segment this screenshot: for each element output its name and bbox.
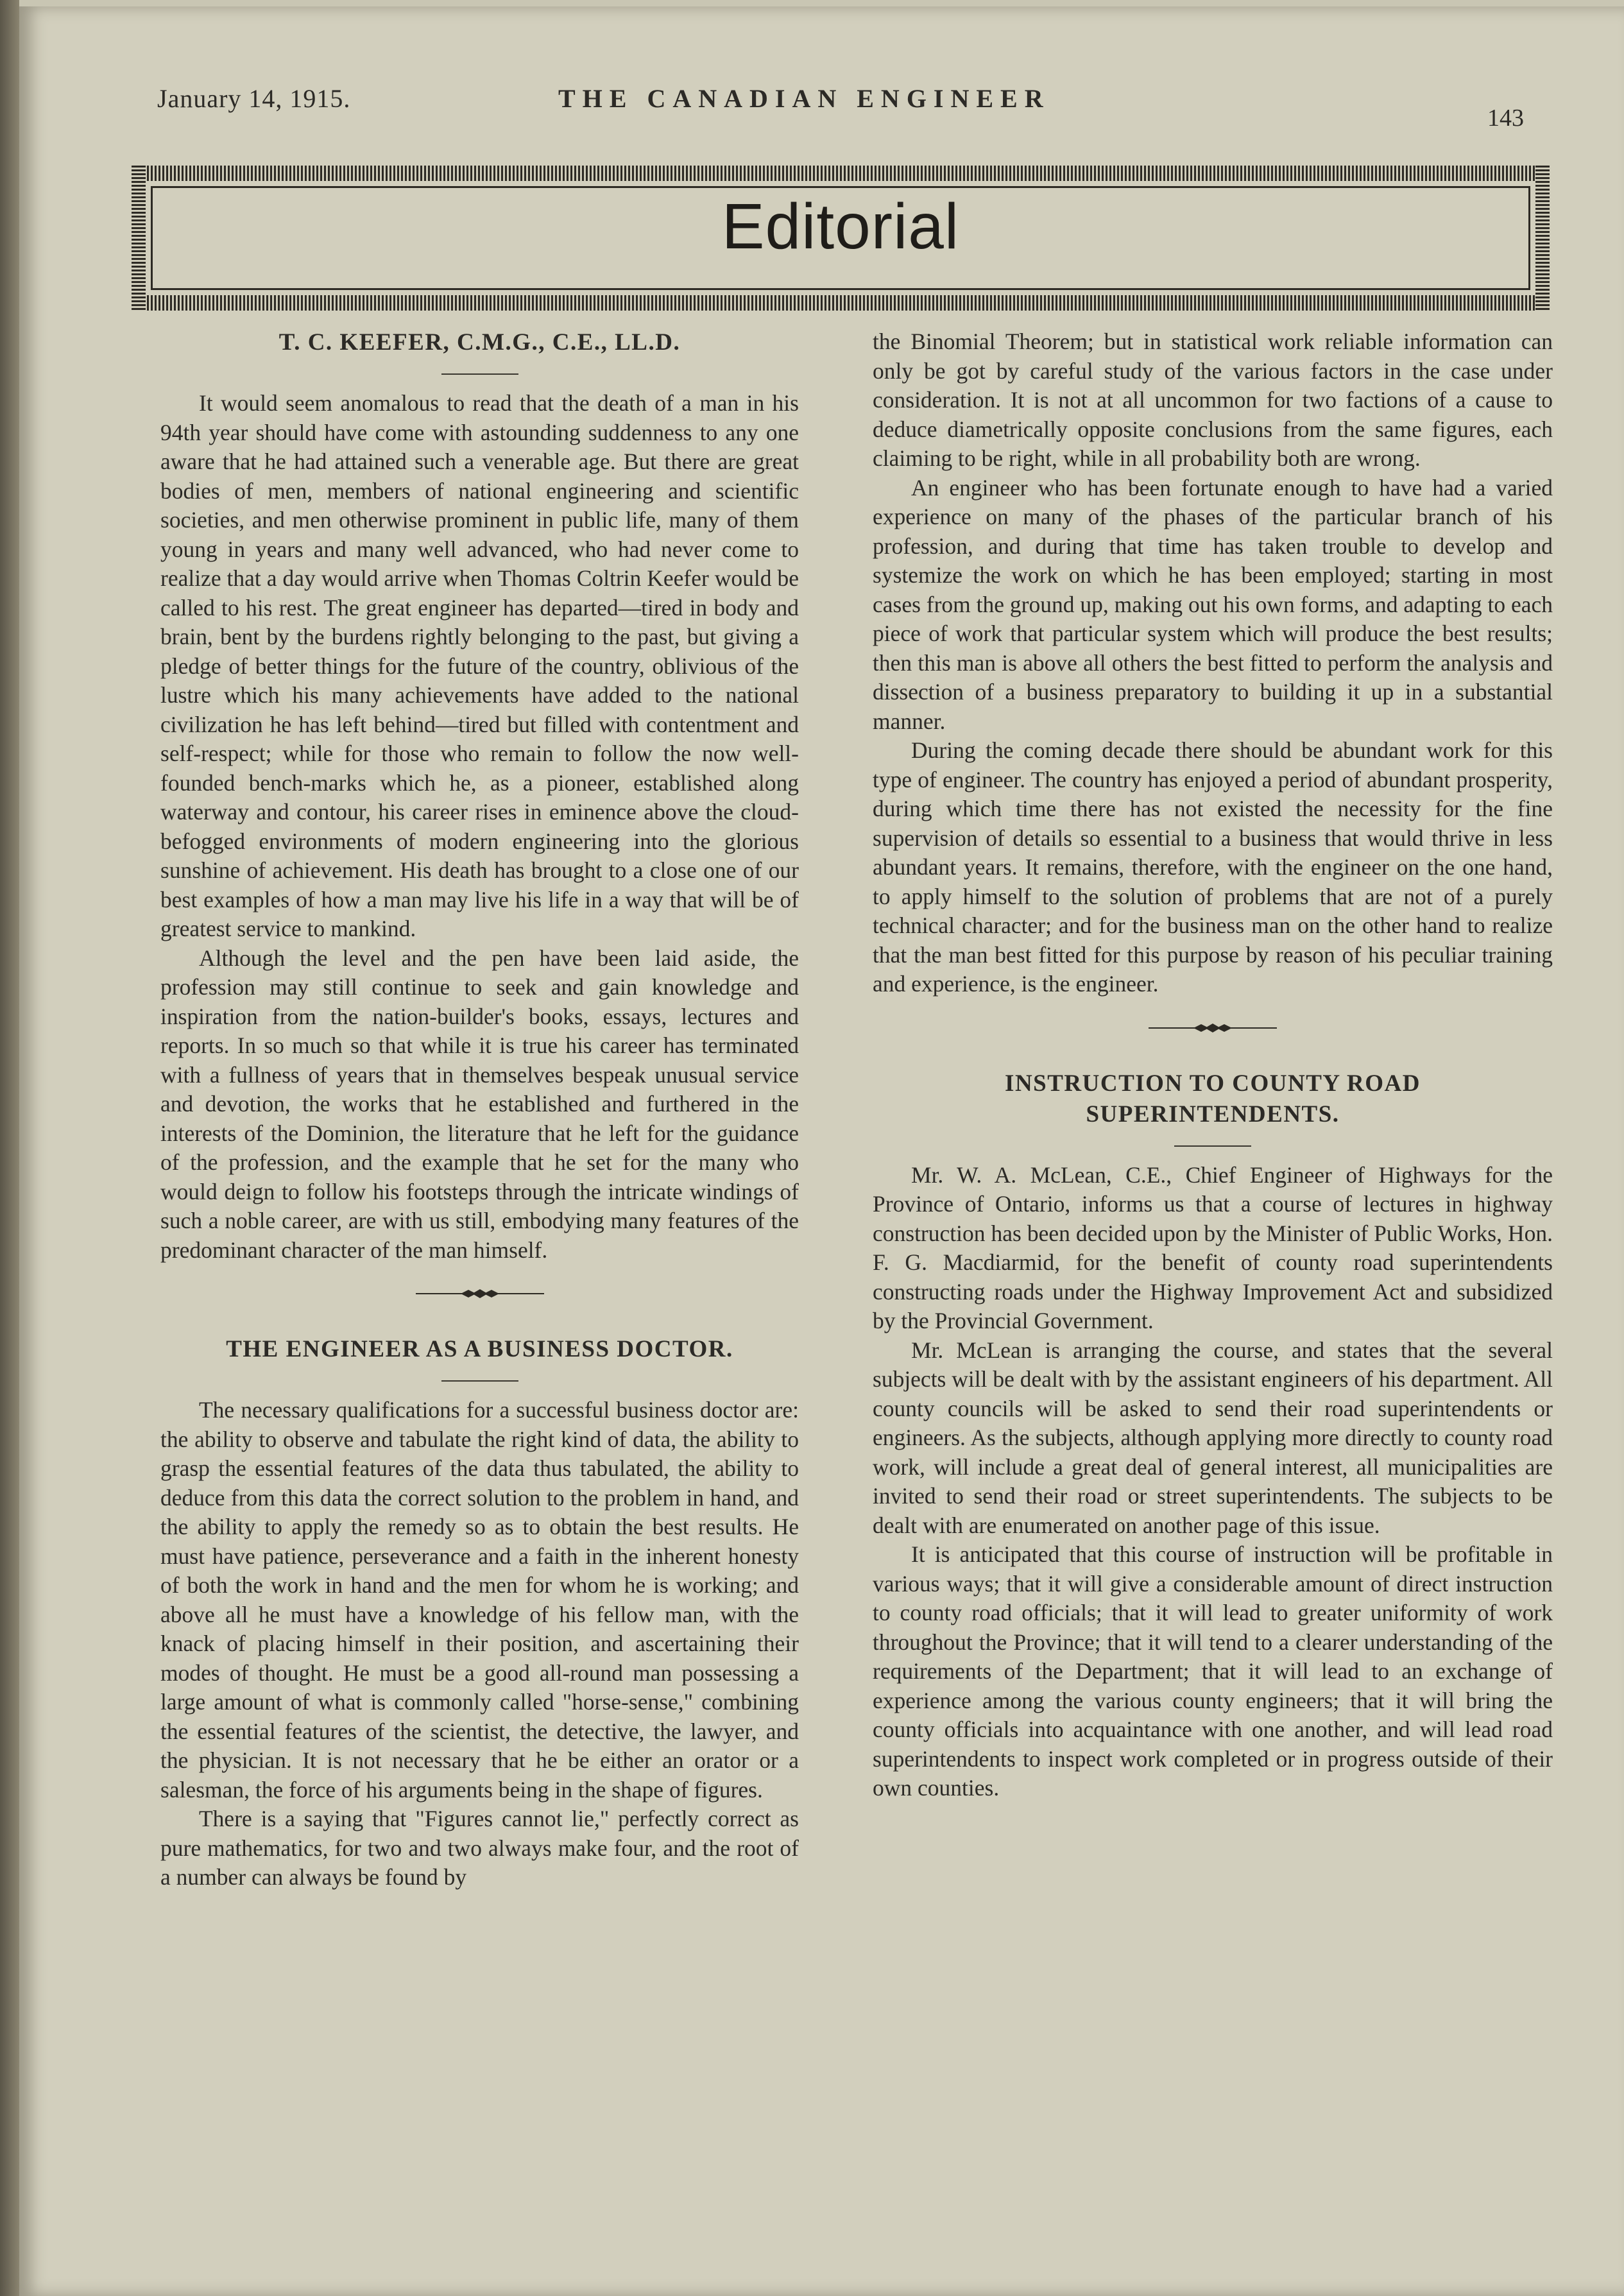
article-paragraph: There is a saying that "Figures cannot lie," perfectly correct as pure mathematics, for two and two always make four, and the root of a number can always be found by bbox=[160, 1806, 799, 1890]
article-paragraph: Although the level and the pen have been laid aside, the profession may still continue to seek and gain knowledge and inspiration from the nation-builder's books, essays, lectures and reports. In so much so that while it is true his career has terminated with a fullness of years that in themselves bespeak unusual service and devotion, the works that he established and furthered in the interests of the Dominion, the literature that he left for the guidance of the profession, and the example that he set for the many who would deign to follow his footsteps through the intricate windings of such a noble career, are with us still, embodying many features of the predominant character of the man himself. bbox=[160, 945, 799, 1263]
heading-rule bbox=[441, 1380, 518, 1382]
section-title: Editorial bbox=[721, 191, 960, 262]
article-heading: INSTRUCTION TO COUNTY ROAD SUPERINTENDENTS. bbox=[1005, 1070, 1421, 1127]
issue-date: January 14, 1915. bbox=[157, 84, 351, 113]
article-paragraph: During the coming decade there should be abundant work for this type of engineer. The country has enjoyed a period of abundant prosperity, during which time there has not existed the necessity for the fine supervision of details so essential to a business that would thrive in less abundant years. It remains, therefore, with the engineer on the one hand, to apply himself to the solution of problems that are not of a purely technical character; and for the business man on the other hand to realize that the man best fitted for this purpose by reason of his peculiar training and experience, is the engineer. bbox=[873, 737, 1553, 997]
banner-border-bottom bbox=[132, 295, 1550, 311]
page-number: 143 bbox=[1487, 105, 1524, 132]
article-paragraph: Mr. McLean is arranging the course, and states that the several subjects will be dealt with by the assistant engineers of his department. All county councils will be asked to send their road superintendents or engineers. As the subjects, although applying more directly to county road work, will include a great deal of general interest, all municipalities are invited to send their road or street superintendents. The subjects to be dealt with are enumerated on another page of this issue. bbox=[873, 1337, 1553, 1538]
article-paragraph: It is anticipated that this course of instruction will be profitable in various ways; that it will give a considerable amount of direct instruction to county road officials; that it will lead to greater uniformity of work throughout the Province; that it will tend to a clearer understanding of the requirements of the Department; that it will lead to an exchange of experience among the various county engineers; that it will bring the county officials into acquaintance with one another, and will lead road superintendents to inspect work completed or in progress outside of their own counties. bbox=[873, 1541, 1553, 1801]
section-divider-ornament bbox=[873, 1018, 1553, 1048]
article-paragraph: The necessary qualifications for a successful business doctor are: the ability to observe and tabulate the right kind of data, the ability to grasp the essential features of the data thus tabulated, the ability to deduce from this data the correct solution to the problem in hand, and the ability to apply the remedy so as to obtain the best results. He must have patience, perseverance and a faith in the inherent honesty of both the work in hand and the men for whom he is working; and above all he must have a knowledge of his fellow man, with the knack of placing himself in their position, and ascertaining their modes of thought. He must be a good all-round man possessing a large amount of what is commonly called "horse-sense," combining the essential features of the scientist, the detective, the lawyer, and the physician. It is not necessary that he be either an orator or a salesman, the force of his arguments being in the shape of figures. bbox=[160, 1397, 799, 1803]
editorial-banner bbox=[132, 166, 1550, 311]
heading-rule bbox=[441, 373, 518, 375]
article-heading: T. C. KEEFER, C.M.G., C.E., LL.D. bbox=[278, 329, 681, 356]
left-column bbox=[160, 327, 799, 1892]
article-heading: THE ENGINEER AS A BUSINESS DOCTOR. bbox=[226, 1336, 733, 1362]
section-divider-ornament bbox=[160, 1284, 799, 1314]
binding-edge bbox=[0, 0, 19, 2296]
article-paragraph: An engineer who has been fortunate enough to have had a varied experience on many of the phases of the particular branch of his profession, and during that time has taken trouble to develop and systemize the work on which he has been employed; starting in most cases from the ground up, making out his own forms, and adapting to each piece of work that particular system which will produce the best results; then this man is above all others the best fitted to perform the analysis and dissection of a business preparatory to building it up in a substantial manner. bbox=[873, 474, 1553, 734]
article-paragraph-continued: the Binomial Theorem; but in statistical work reliable information can only be got by careful study of the various factors in the case under consideration. It is not at all uncommon for two factions of a cause to deduce diametrically opposite conclusions from the same figures, each claiming to be right, while in all probability both are wrong. bbox=[873, 329, 1553, 471]
journal-title: THE CANADIAN ENGINEER bbox=[558, 84, 1050, 113]
running-head bbox=[0, 83, 1624, 135]
heading-rule bbox=[1174, 1145, 1251, 1147]
right-column bbox=[873, 327, 1553, 1803]
banner-border-top bbox=[132, 166, 1550, 181]
article-paragraph: It would seem anomalous to read that the death of a man in his 94th year should have come with astounding suddenness to any one aware that he had attained such a venerable age. But there are great bodies of men, members of national engineering and scientific societies, and men otherwise prominent in public life, many of them young in years and many well advanced, who had never come to realize that a day would arrive when Thomas Coltrin Keefer would be called to his rest. The great engineer has departed—tired in body and brain, bent by the burdens rightly belonging to the past, but giving a pledge of better things for the future of the country, oblivious of the lustre which his many achievements have added to the national civilization he has left behind—tired but filled with contentment and self-respect; while for those who remain to follow the now well-founded bench-marks which he, as a pioneer, established along waterway and contour, his career rises in eminence above the cloud-befogged environments of modern engineering into the glorious sunshine of achievement. His death has brought to a close one of our best examples of how a man may live his life in a way that will be of greatest service to mankind. bbox=[160, 390, 799, 941]
article-paragraph: Mr. W. A. McLean, C.E., Chief Engineer of Highways for the Province of Ontario, informs us that a course of lectures in highway construction has been decided upon by the Minister of Public Works, Hon. F. G. Macdiarmid, for the benefit of county road superintendents constructing roads under the Highway Improvement Act and subsidized by the Provincial Government. bbox=[873, 1161, 1553, 1333]
